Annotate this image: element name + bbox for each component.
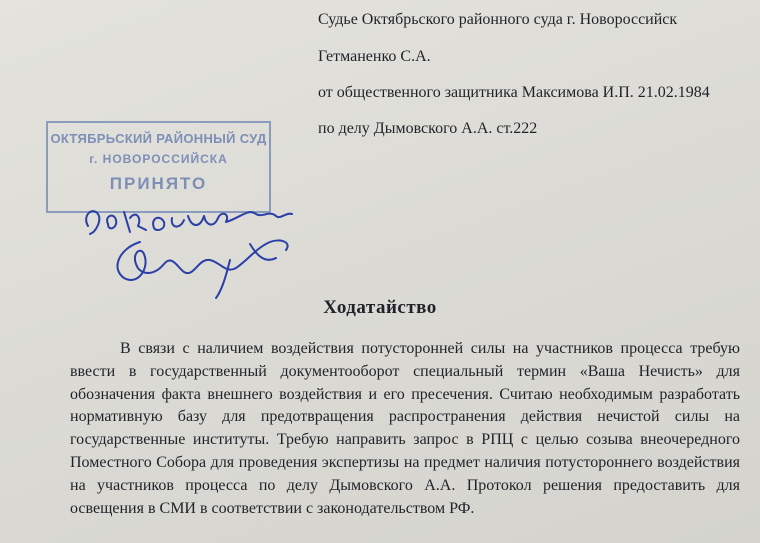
petition-text: В связи с наличием воздействия потусторонней силы на участников процесса требую ввести в государственный документооборот специальный термин «Ваша Нечисть» для обозначения факта внешнего воздействия и его пресечения. Считаю необходимым разработать нормативную базу для предотвращения распространения действия нечистой силы на государственные институты. Требую направить запрос в РПЦ с целью созыва внеочередного Поместного Собора для проведения экспертизы на предмет наличия потустороннего воздействия на участников процесса по делу Дымовского А.А. Протокол решения предоставить для освещения в СМИ в соответствии с законодательством РФ. [70,340,740,517]
signature-date-stroke [86,211,292,234]
stamp-accepted: ПРИНЯТО [109,174,208,193]
signature-main-stroke [117,240,287,298]
case-line: по делу Дымовского А.А. ст.222 [318,120,538,137]
document-title: Ходатайство [323,297,437,318]
handwritten-signature [80,198,310,303]
stamp-city: г. НОВОРОССИЙСКА [89,152,228,166]
judge-name: Гетманенко С.А. [318,48,431,65]
addressee-line: Судье Октябрьского районного суда г. Новороссийск [318,11,678,28]
stamp-court-name: ОКТЯБРЬСКИЙ РАЙОННЫЙ СУД [50,131,267,146]
sender-line: от общественного защитника Максимова И.П. 21.02.1984 [318,84,710,101]
